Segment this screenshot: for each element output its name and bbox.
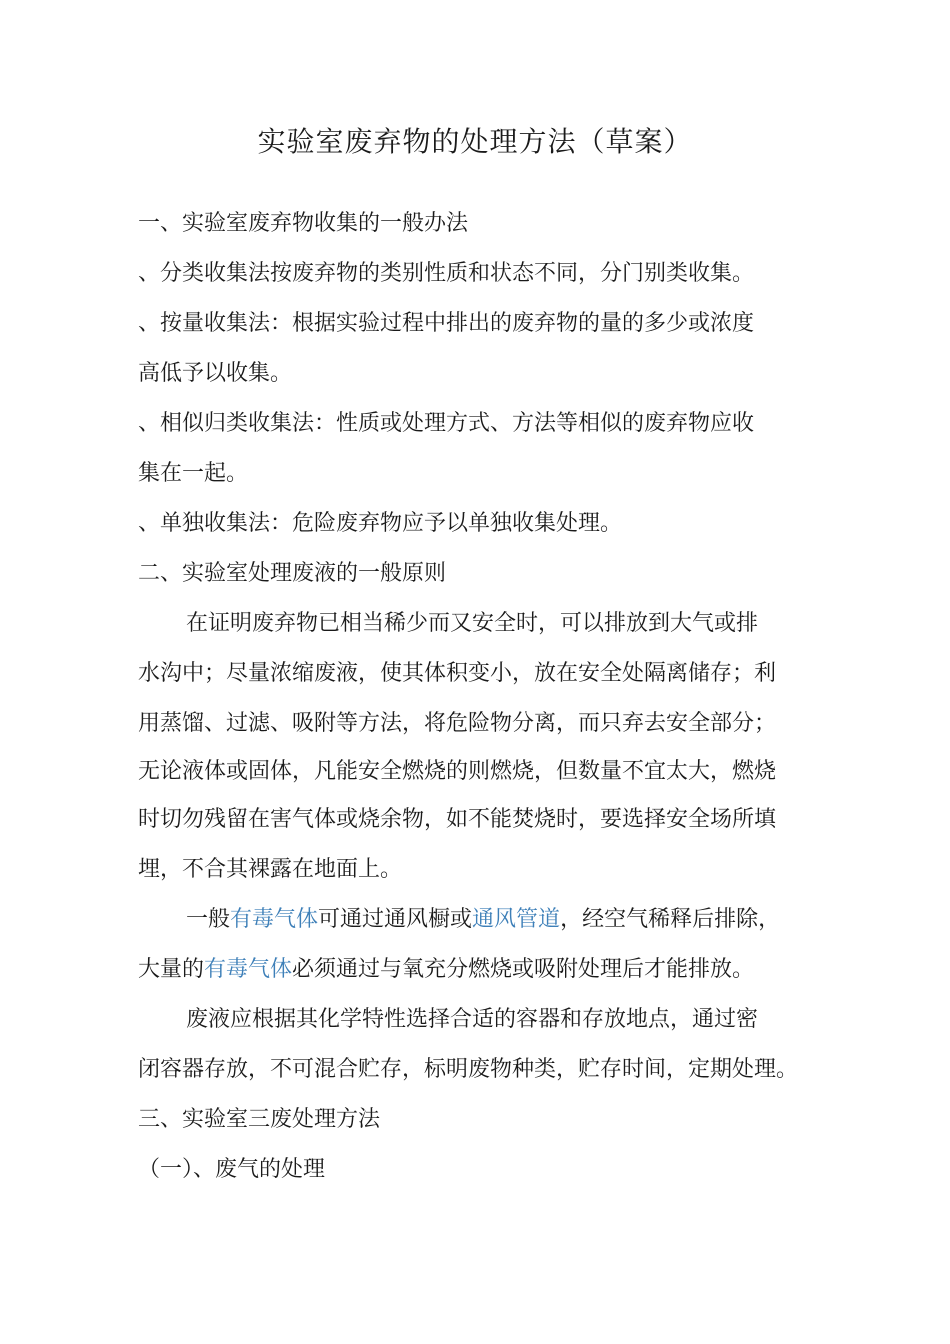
paragraph-line: 在证明废弃物已相当稀少而又安全时，可以排放到大气或排 xyxy=(186,611,759,636)
paragraph-line: 、分类收集法按废弃物的类别性质和状态不同，分门别类收集。 xyxy=(138,261,755,286)
text-segment: 可通过通风橱或 xyxy=(318,907,473,932)
paragraph-line: 时切勿残留在害气体或烧余物，如不能焚烧时，要选择安全场所填 xyxy=(138,807,777,832)
paragraph-line: 废液应根据其化学特性选择合适的容器和存放地点，通过密 xyxy=(186,1007,759,1032)
section-heading-3: 三、实验室三废处理方法 xyxy=(138,1107,381,1132)
paragraph-line-with-links xyxy=(186,904,780,936)
paragraph-line: 用蒸馏、过滤、吸附等方法，将危险物分离，而只弃去安全部分； xyxy=(138,711,777,736)
paragraph-line: 高低予以收集。 xyxy=(138,361,293,386)
paragraph-line: 、相似归类收集法：性质或处理方式、方法等相似的废弃物应收 xyxy=(138,411,755,436)
section-heading-1: 一、实验室废弃物收集的一般办法 xyxy=(138,211,469,236)
paragraph-line: 埋，不合其裸露在地面上。 xyxy=(138,857,403,882)
text-segment: 必须通过与氧充分燃烧或吸附处理后才能排放。 xyxy=(292,957,755,982)
subsection-heading: （一）、废气的处理 xyxy=(138,1157,326,1182)
text-segment: 大量的 xyxy=(138,957,205,982)
link-toxic-gas[interactable]: 有毒气体 xyxy=(230,907,319,932)
paragraph-line: 、单独收集法：危险废弃物应予以单独收集处理。 xyxy=(138,511,623,536)
paragraph-line: 水沟中；尽量浓缩废液，使其体积变小，放在安全处隔离储存；利 xyxy=(138,661,777,686)
paragraph-line-with-links xyxy=(138,954,754,986)
paragraph-line: 无论液体或固体，凡能安全燃烧的则燃烧，但数量不宜太大，燃烧 xyxy=(138,759,777,784)
document-title: 实验室废弃物的处理方法（草案） xyxy=(257,125,693,158)
link-toxic-gas[interactable]: 有毒气体 xyxy=(204,957,293,982)
section-heading-2: 二、实验室处理废液的一般原则 xyxy=(138,561,447,586)
paragraph-line: 集在一起。 xyxy=(138,461,249,486)
text-segment: ，经空气稀释后排除， xyxy=(560,907,781,932)
paragraph-line: 、按量收集法：根据实验过程中排出的废弃物的量的多少或浓度 xyxy=(138,311,755,336)
text-segment: 一般 xyxy=(186,907,231,932)
paragraph-line: 闭容器存放，不可混合贮存，标明废物种类，贮存时间，定期处理。 xyxy=(138,1057,799,1082)
link-ventilation-duct[interactable]: 通风管道 xyxy=(472,907,561,932)
